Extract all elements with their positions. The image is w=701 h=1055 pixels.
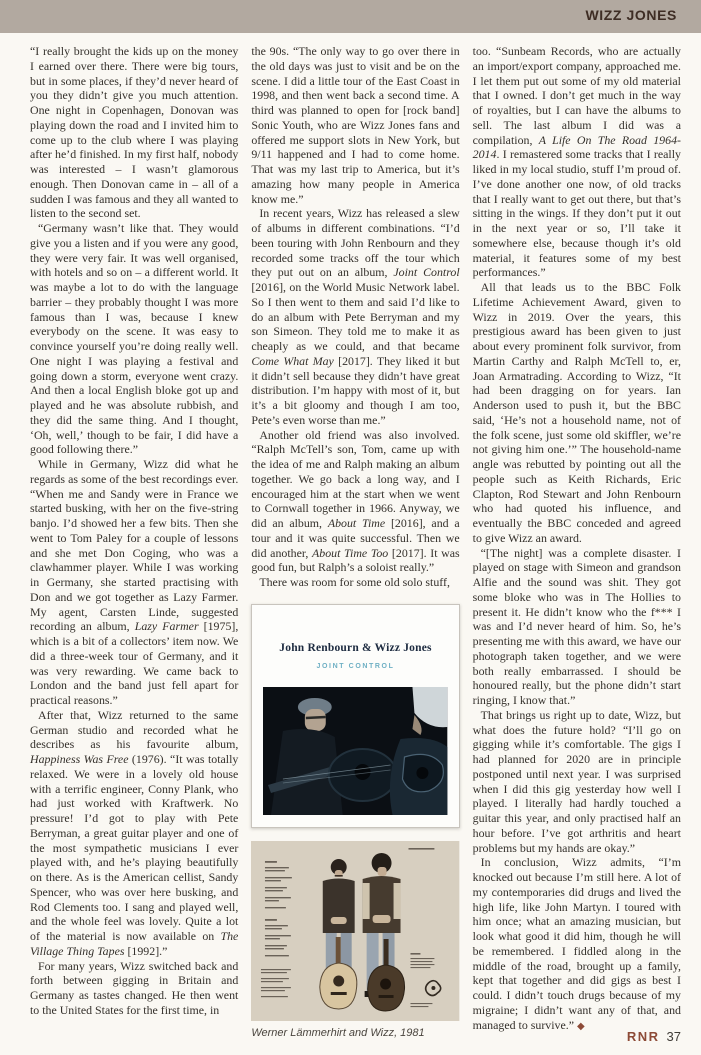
header-band <box>0 0 701 33</box>
paragraph: In recent years, Wizz has released a slew of albums in different combinations. “I’d been touring with John Renbourn and they recorded some tracks off the tour which they put out on an album, Joint Control [2016], on the World Music Network label. So I then went to them and said I’d like to do an album with Pete Berryman and my son Simeon. They told me to make it as cheaply as we could, and that became Come What May [2017]. They liked it but it didn’t sell because they didn’t have great distribution. I’m happy with most of it, but it’s a bit gloomy and though I am too, Pete’s even worse than me.” <box>251 206 460 427</box>
two-men-guitars-photo <box>251 841 459 1021</box>
paragraph: After that, Wizz returned to the same German studio and recorded what he describes as his favourite album, Happiness Was Free (1976). “It was totally relaxed. We were in a lovely old house with a terrific engineer, Conny Plank, who had just worked with Kraftwerk. No pressure! I’d got to play with Pete Berryman, a great guitar player and one of the most sympathetic musicians I ever played with, and he’s playing beautifully on there. As is the American cellist, Sandy Spencer, who was over here busking, and Rod Clements too. I sang and played well, and the whole feel was lovely. Quite a lot of the material is now available on The Village Thing Tapes [1992].” <box>30 707 239 958</box>
paragraph: While in Germany, Wizz did what he regards as some of the best recordings ever. “When me and Sandy were in France we started busking, with her on the five-string banjo. I’d showed her a few bits. Then she went to Tom Paley for a couple of lessons and she met Don Coging, who was a clawhammer player. While I was working in Germany, she started practising with Don and we got together as Lazy Farmer. My agent, Carsten Linde, suggested recording an album, Lazy Farmer [1975], which is a bit of a collectors’ item now. We did a three-week tour of Germany, and it was very rewarding. We came back to London and the band just fell apart for practical reasons.” <box>30 457 239 707</box>
article-column-3 <box>473 44 681 1041</box>
album-cover-image <box>251 604 459 829</box>
lp-back-photo <box>251 841 459 1021</box>
paragraph: the 90s. “The only way to go over there in the old days was just to visit and be on the scene. I did a little tour of the East Coast in 1998, and then went back a second time. A third was planned to open for [rock band] Sonic Youth, who are Wizz Jones fans and offered me support slots in New York, but 9/11 happened and I had to come home. That was my last trip to America, but it’s amazing how many people in America know me.” <box>251 44 460 206</box>
page-title: WIZZ JONES <box>585 7 677 23</box>
article-end-diamond-icon: ◆ <box>577 1020 585 1032</box>
magazine-logo: RNR <box>626 1029 660 1044</box>
album-cover-photo <box>263 687 447 815</box>
page-footer <box>627 1029 681 1044</box>
paragraph: That brings us right up to date, Wizz, but what does the future hold? “I’ll go on gigging while it’s comfortable. The gigs I had planned for 2020 are in principle postponed until next year. I was surprised when I did this gig yesterday how well I played. I literally had hardly touched a guitar this year, and only practised half an hour before. I’ve got arthritis and heart problems but my hands are okay.” <box>472 707 681 855</box>
article-content <box>30 44 681 1041</box>
paragraph: “I really brought the kids up on the money I earned over there. There were big tours, but in some places, if they’d never heard of you they didn’t give you much attention. One night in Copenhagen, Donovan was playing down the road and I invited him to come up to the club where I was playing after he’d finished. In my first half, nobody was interested – I wasn’t glamorous enough. Then Donovan came in – all of a sudden I was famous and they all wanted to listen to the second set. <box>30 44 239 221</box>
paragraph: In conclusion, Wizz admits, “I’m knocked out because I’m still here. A lot of my contemporaries did drugs and lived the high life, like John Martyn. I toured with him once; what an amazing musician, but look what good it did him, though he will be remembered. I fiddled along in the middle of the road, brought up a family, kept that together and did gigs as best I could. I didn’t touch drugs because of my migraine; I didn’t want any of that, and managed to survive.” ◆ <box>472 855 681 1032</box>
paragraph: “[The night] was a complete disaster. I played on stage with Simeon and grandson Alfie and the sound was shit. They got some bloke who was in The Hollies to present it. He didn’t know who the f*** I was and I’d never heard of him. So, he’s presenting me with this award, we have our photograph taken together, and we were both really embarrassed. I should be honoured really, but the phone didn’t start ringing, I know that.” <box>472 545 681 707</box>
album-cover-artist: John Renbourn & Wizz Jones <box>279 641 432 654</box>
photo-caption: Werner Lämmerhirt and Wizz, 1981 <box>251 1027 425 1040</box>
paragraph: “Germany wasn’t like that. They would give you a listen and if you were any good, they were very fair. It was well organised, with hotels and so on – a different world. It was maybe a lot to do with the language barrier – they probably thought I was more famous than I was, because I knew everybody on the scene. It was easy to convince yourself you’re doing really well. One night I was playing a festival and going down a storm, everyone went crazy. And then a local English bloke got up and played and he was absolute rubbish, and they did the same thing. And I thought, ‘Oh, well,’ though to be fair, I did have a good following there.” <box>30 221 239 457</box>
article-column-1 <box>30 44 238 1041</box>
paragraph: All that leads us to the BBC Folk Lifetime Achievement Award, given to Wizz in 2019. Over the years, this prestigious award has been given to just about every prominent folk survivor, from Martin Carthy and Ralph McTell to, er, Joan Armatrading. According to Wizz, “It had been dragging on for years. Ian Anderson used to push it, but the BBC said, ‘He’s not a household name, not of the folk scene, just some old skiffler, we’re not giving him one.’” The household-name angle was rebutted by pointing out all the people such as Keith Richards, Eric Clapton, Rod Stewart and John Renbourn who had quoted his influence, and eventually the BBC conceded and agreed to give Wizz an award. <box>472 280 681 545</box>
guitar-duo-photo <box>263 687 447 815</box>
page-number: 37 <box>666 1029 681 1044</box>
article-column-2 <box>251 44 459 1041</box>
paragraph: There was room for some old solo stuff, <box>259 575 450 589</box>
paragraph: For many years, Wizz switched back and forth between gigging in Britain and Germany as tastes changed. He then went to the United States for the first time, in <box>30 958 239 1017</box>
paragraph: too. “Sunbeam Records, who are actually an import/export company, approached me. I let them put out some of my old material that I owned. I don’t get much in the way of royalties, but I can have the albums to sell. The last album I did was a compilation, A Life On The Road 1964-2014. I remastered some tracks that I really liked in my local studio, stuff I’m proud of. I’ve done another one now, of old tracks that I really want to get out there, but that’s sitting in the wings. If they don’t put it out in the next year or so, I’ll take it somewhere else, because though it’s old material, it features some of my best performances.” <box>472 44 681 280</box>
album-cover-title: JOINT CONTROL <box>316 662 395 670</box>
article-column-2-text <box>251 44 459 590</box>
paragraph: Another old friend was also involved. “Ralph McTell’s son, Tom, came up with the idea of me and Ralph making an album together. We go back a long way, and I encouraged him at the start when we went to Cornwall together in 1966. Anyway, we did an album, About Time [2016], and a tour and it was quite successful. Then we did another, About Time Too [2017]. It was good fun, but Ralph’s a soloist really.” <box>251 427 460 575</box>
